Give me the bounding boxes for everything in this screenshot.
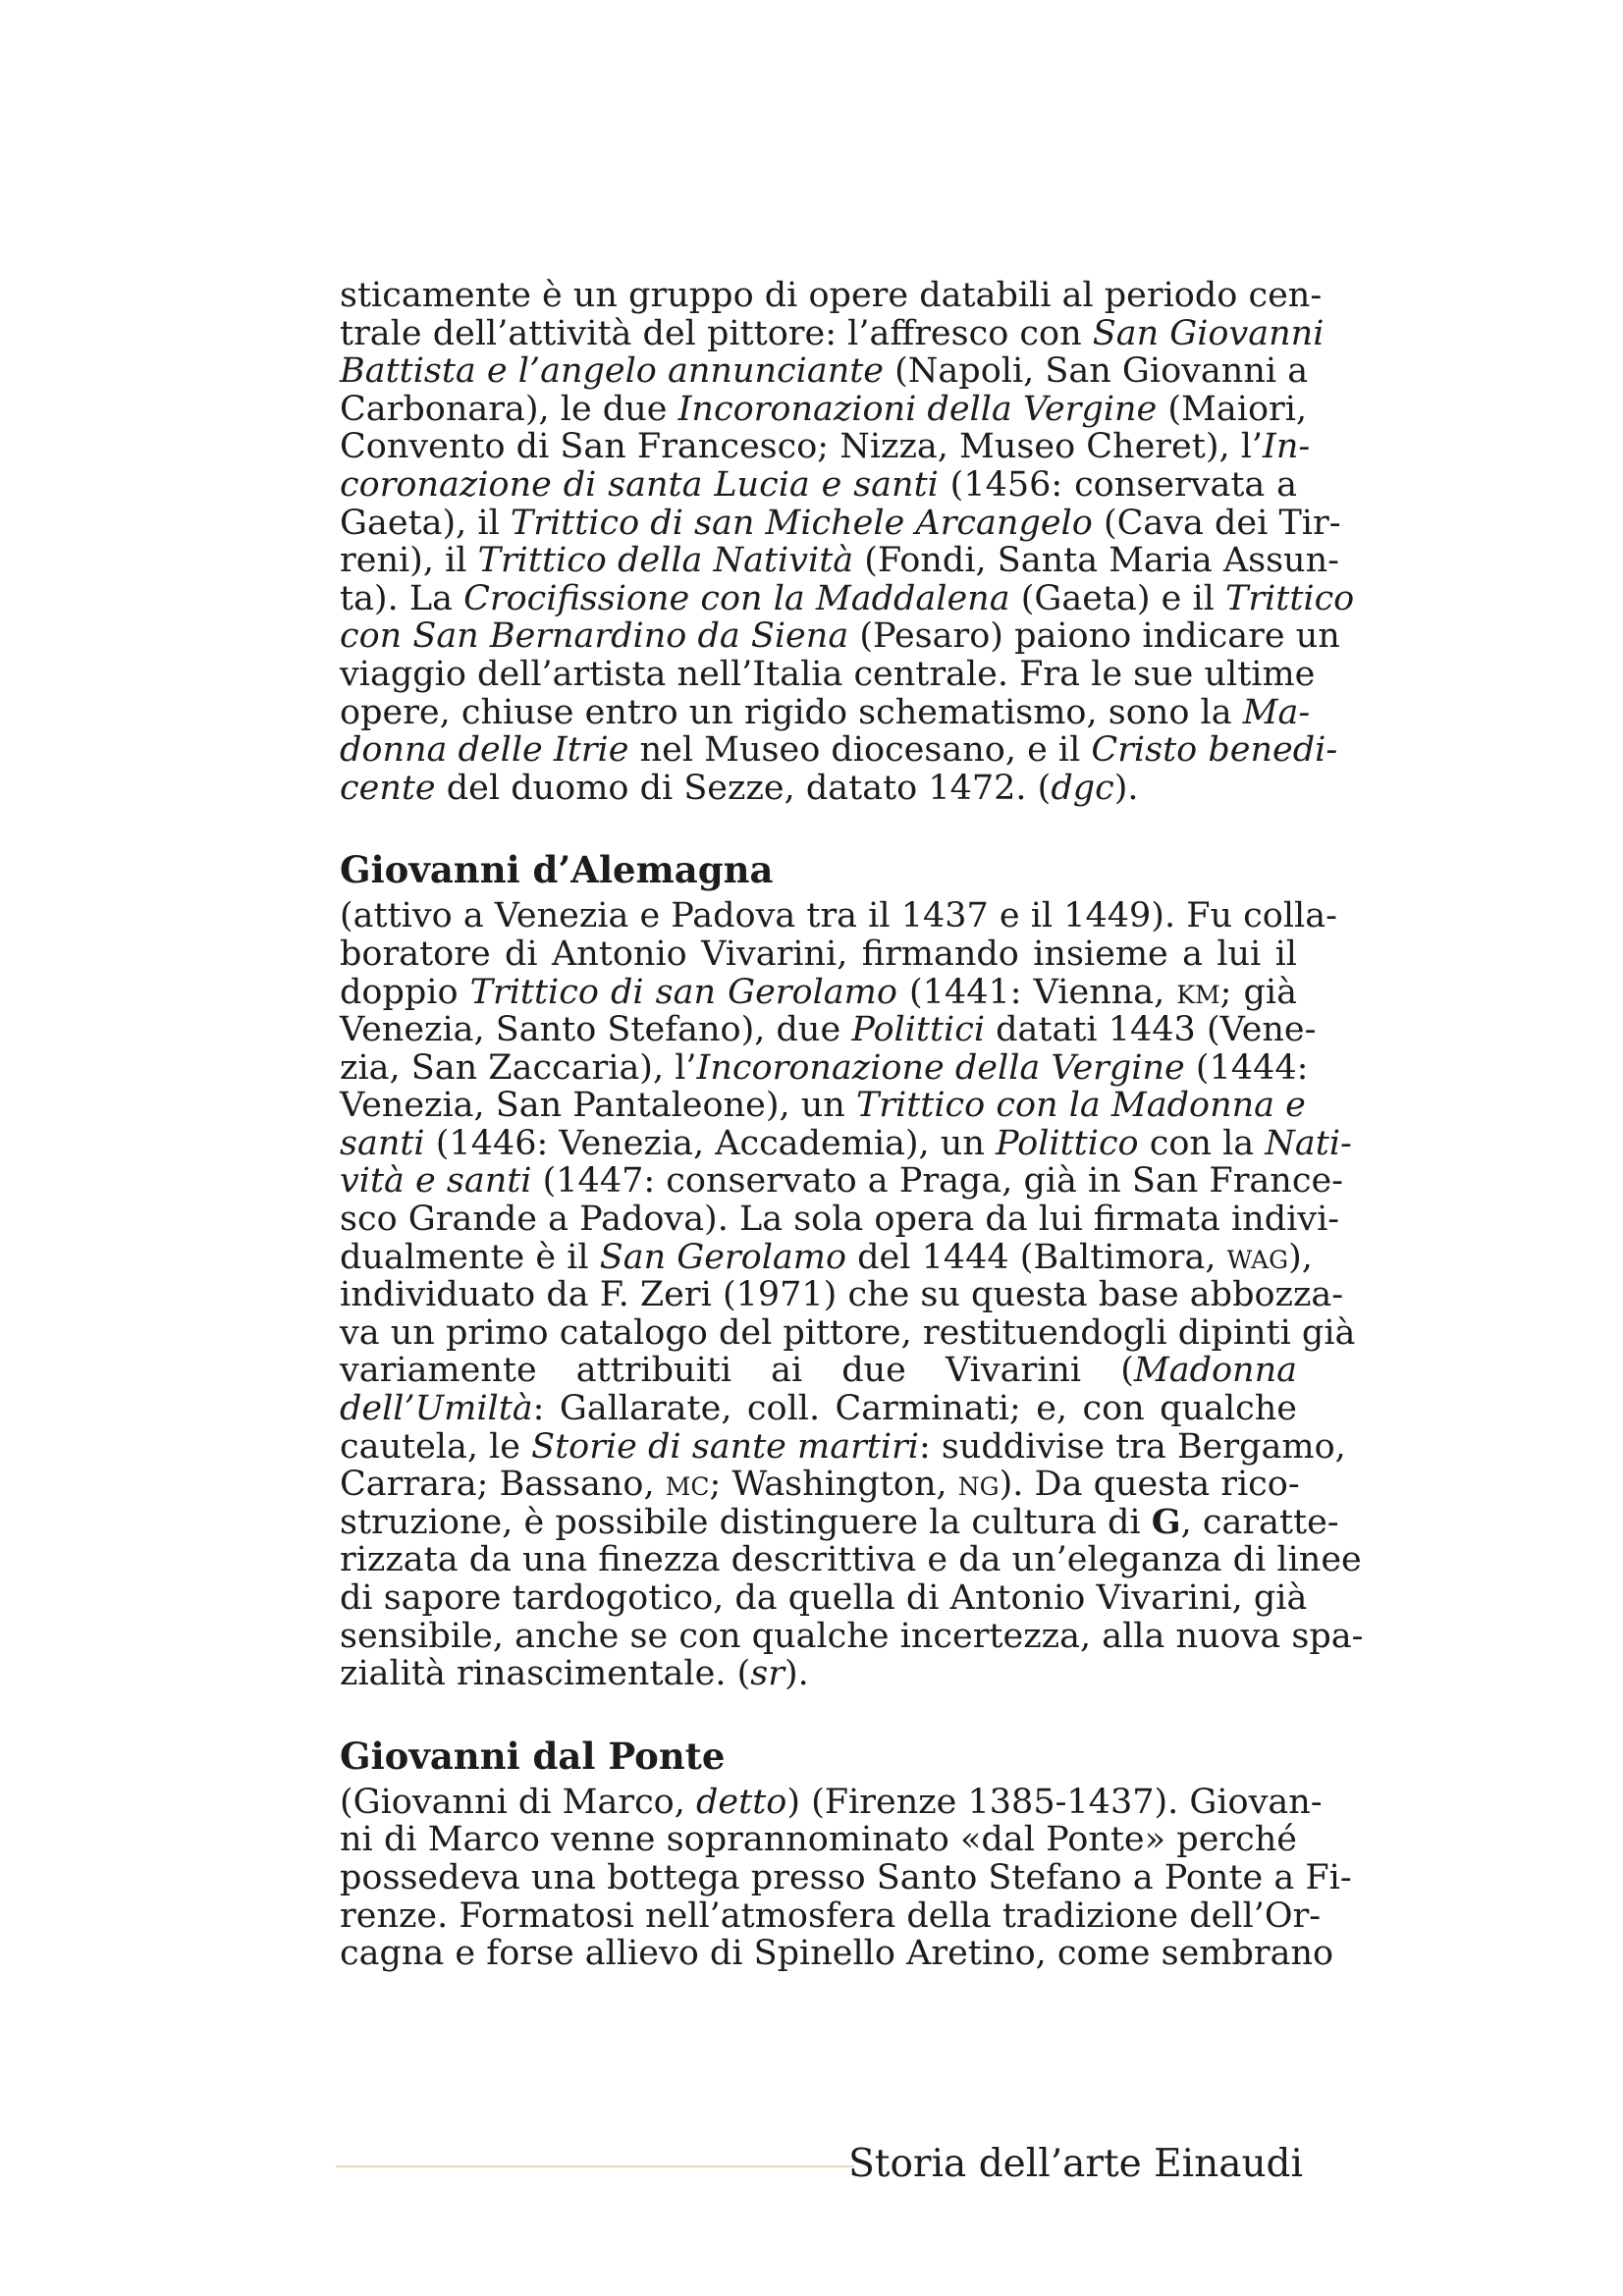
work-title: San Gerolamo [599, 1237, 847, 1277]
text-line: zialità rinascimentale. (sr). [340, 1654, 809, 1694]
work-title: Trittico della Natività [477, 541, 854, 581]
text-line: ta). La Crocifissione con la Maddalena (Gaeta) e il Trittico [340, 578, 1355, 618]
page-footer [336, 2140, 1303, 2189]
museum-abbr: mc [665, 1465, 710, 1505]
text-line: va un primo catalogo del pittore, restituendogli dipinti già [340, 1312, 1356, 1353]
museum-abbr: ng [957, 1465, 1000, 1505]
text-line: struzione, è possibile distinguere la cultura di G, caratte- [340, 1501, 1339, 1542]
text-line: cente del duomo di Sezze, datato 1472. (dgc). [340, 768, 1139, 808]
text-line: boratore di Antonio Vivarini, firmando insieme a lui il [340, 934, 1297, 974]
work-title: coronazione di santa Lucia e santi [340, 464, 939, 505]
work-title: Nati- [1265, 1123, 1352, 1163]
text-line: di sapore tardogotico, da quella di Antonio Vivarini, già [340, 1578, 1308, 1618]
museum-abbr: km [1176, 972, 1220, 1012]
work-title: Storie di sante martiri [531, 1426, 919, 1467]
work-title: donna delle Itrie [340, 730, 629, 771]
text-line: con San Bernardino da Siena (Pesaro) paiono indicare un [340, 616, 1340, 657]
work-title: Polittico [996, 1123, 1139, 1163]
work-title: con San Bernardino da Siena [340, 616, 849, 657]
text-line: ni di Marco venne soprannominato «dal Ponte» perché [340, 1820, 1297, 1860]
text-line: reni), il Trittico della Natività (Fondi, Santa Maria Assun- [340, 541, 1339, 581]
artist-initial: G [1151, 1501, 1181, 1542]
text-line: Battista e l’angelo annunciante (Napoli, San Giovanni a [340, 351, 1309, 392]
text-line: variamente attribuiti ai due Vivarini (Madonna [340, 1351, 1297, 1391]
entry-title: Giovanni dal Ponte [340, 1734, 726, 1778]
work-title: Trittico di san Gerolamo [469, 972, 897, 1012]
text-line: possedeva una bottega presso Santo Stefano a Ponte a Fi- [340, 1857, 1352, 1897]
work-title: Trittico di san Michele Arcangelo [510, 503, 1093, 543]
work-title: Ma- [1242, 692, 1311, 732]
page-body [340, 276, 1364, 1974]
text-line: Convento di San Francesco; Nizza, Museo Cheret), l’In- [340, 427, 1311, 467]
text-line: rizzata da una finezza descrittiva e da un’eleganza di linee [340, 1540, 1362, 1580]
text-line: Gaeta), il Trittico di san Michele Arcangelo (Cava dei Tir- [340, 503, 1341, 543]
work-title: Madonna [1133, 1351, 1297, 1391]
text-line: Venezia, Santo Stefano), due Polittici datati 1443 (Vene- [340, 1010, 1317, 1050]
text-line: cagna e forse allievo di Spinello Aretino, come sembrano [340, 1934, 1334, 1974]
work-title: dell’Umiltà [340, 1389, 533, 1429]
work-title: In- [1263, 427, 1311, 467]
text-line: renze. Formatosi nell’atmosfera della tradizione dell’Or- [340, 1896, 1322, 1936]
text-line: (Giovanni di Marco, detto) (Firenze 1385-1437). Giovan- [340, 1782, 1323, 1822]
text-line: Venezia, San Pantaleone), un Trittico con la Madonna e [340, 1086, 1306, 1126]
author-sigla: dgc [1051, 768, 1114, 808]
text-line: dell’Umiltà: Gallarate, coll. Carminati; e, con qualche [340, 1389, 1297, 1429]
text-line: dualmente è il San Gerolamo del 1444 (Baltimora, wag), [340, 1237, 1313, 1277]
text-line: santi (1446: Venezia, Accademia), un Polittico con la Nati- [340, 1123, 1352, 1163]
work-title: Polittici [851, 1010, 986, 1050]
text-line: Carbonara), le due Incoronazioni della Vergine (Maiori, [340, 389, 1308, 429]
entry-body [340, 896, 1364, 1694]
text-line: sco Grande a Padova). La sola opera da lui firmata indivi- [340, 1200, 1340, 1240]
work-title: Crocifissione con la Maddalena [463, 578, 1010, 618]
entry-title: Giovanni d’Alemagna [340, 848, 774, 892]
text-line: trale dell’attività del pittore: l’affresco con San Giovanni [340, 313, 1325, 353]
book-title: Storia dell’arte Einaudi [848, 2142, 1303, 2186]
previous-entry-continuation [340, 276, 1355, 808]
text-line: cautela, le Storie di sante martiri: suddivise tra Bergamo, [340, 1426, 1346, 1467]
work-title: cente [340, 768, 436, 808]
text-line: sticamente è un gruppo di opere databili al periodo cen- [340, 276, 1323, 315]
text-line: doppio Trittico di san Gerolamo (1441: Vienna, km; già [340, 972, 1297, 1012]
work-title: Cristo benedi- [1091, 730, 1338, 771]
entry-body [340, 1782, 1352, 1974]
work-title: santi [340, 1123, 425, 1163]
museum-abbr: wag [1226, 1237, 1289, 1277]
text-line: sensibile, anche se con qualche incertezza, alla nuova spa- [340, 1616, 1364, 1656]
text-line: (attivo a Venezia e Padova tra il 1437 e il 1449). Fu colla- [340, 896, 1337, 936]
text-line: zia, San Zaccaria), l’Incoronazione della Vergine (1444: [340, 1047, 1309, 1088]
work-title: Incoronazioni della Vergine [677, 389, 1158, 429]
text-line: coronazione di santa Lucia e santi (1456: conservata a [340, 464, 1297, 505]
text-line: viaggio dell’artista nell’Italia centrale. Fra le sue ultime [340, 654, 1316, 694]
work-title: Trittico con la Madonna e [855, 1086, 1306, 1126]
work-title: vità e santi [340, 1161, 532, 1201]
author-sigla: sr [750, 1654, 784, 1694]
footer-rule [336, 2165, 854, 2167]
work-title: Trittico [1224, 578, 1355, 618]
text-line: opere, chiuse entro un rigido schematismo, sono la Ma- [340, 692, 1311, 732]
work-title: Incoronazione della Vergine [696, 1047, 1185, 1088]
text-line: vità e santi (1447: conservato a Praga, già in San France- [340, 1161, 1343, 1201]
text-line: donna delle Itrie nel Museo diocesano, e il Cristo benedi- [340, 730, 1338, 771]
italic-term: detto [696, 1782, 787, 1822]
work-title: Battista e l’angelo annunciante [340, 351, 885, 392]
work-title: San Giovanni [1092, 313, 1325, 353]
text-line: Carrara; Bassano, mc; Washington, ng). Da questa rico- [340, 1465, 1300, 1505]
text-line: individuato da F. Zeri (1971) che su questa base abbozza- [340, 1275, 1344, 1315]
